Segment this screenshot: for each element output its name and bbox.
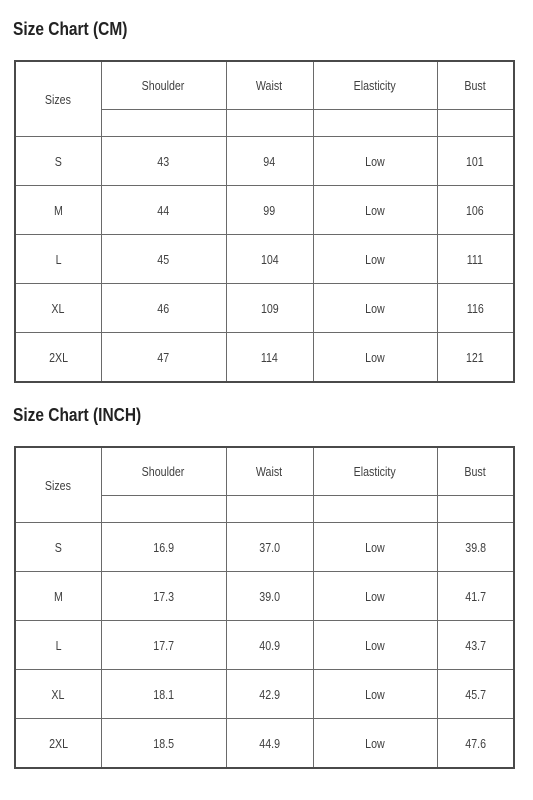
shoulder-cell: 44 (101, 186, 226, 235)
elasticity-cell: Low (313, 186, 437, 235)
elasticity-cell: Low (313, 284, 437, 333)
shoulder-header: Shoulder (101, 61, 226, 110)
shoulder-cell: 46 (101, 284, 226, 333)
bust-cell: 106 (437, 186, 514, 235)
waist-cell: 40.9 (226, 621, 313, 670)
size-cell: M (15, 186, 101, 235)
shoulder-subheader (101, 110, 226, 137)
waist-subheader (226, 496, 313, 523)
shoulder-subheader (101, 496, 226, 523)
shoulder-cell: 18.1 (101, 670, 226, 719)
bust-cell: 47.6 (437, 719, 514, 769)
elasticity-header: Elasticity (313, 61, 437, 110)
waist-cell: 42.9 (226, 670, 313, 719)
table-row (15, 572, 514, 621)
elasticity-cell: Low (313, 333, 437, 383)
size-cell: S (15, 137, 101, 186)
table-row (15, 621, 514, 670)
waist-cell: 37.0 (226, 523, 313, 572)
bust-cell: 121 (437, 333, 514, 383)
shoulder-cell: 45 (101, 235, 226, 284)
waist-subheader (226, 110, 313, 137)
elasticity-cell: Low (313, 235, 437, 284)
waist-cell: 44.9 (226, 719, 313, 769)
shoulder-cell: 47 (101, 333, 226, 383)
size-cell: L (15, 235, 101, 284)
table-row (15, 333, 514, 383)
size-cell: XL (15, 670, 101, 719)
table-header-row (15, 447, 514, 496)
waist-header: Waist (226, 61, 313, 110)
waist-cell: 109 (226, 284, 313, 333)
bust-subheader (437, 496, 514, 523)
waist-cell: 39.0 (226, 572, 313, 621)
size-cell: M (15, 572, 101, 621)
shoulder-cell: 17.7 (101, 621, 226, 670)
table-row (15, 284, 514, 333)
bust-cell: 41.7 (437, 572, 514, 621)
size-chart-inch-title: Size Chart (INCH) (13, 405, 142, 425)
elasticity-subheader (313, 496, 437, 523)
elasticity-cell: Low (313, 719, 437, 769)
elasticity-subheader (313, 110, 437, 137)
elasticity-header: Elasticity (313, 447, 437, 496)
shoulder-cell: 43 (101, 137, 226, 186)
shoulder-header: Shoulder (101, 447, 226, 496)
bust-cell: 101 (437, 137, 514, 186)
waist-header: Waist (226, 447, 313, 496)
bust-cell: 111 (437, 235, 514, 284)
sizes-header: Sizes (15, 447, 101, 523)
size-cell: 2XL (15, 719, 101, 769)
elasticity-cell: Low (313, 621, 437, 670)
table-row (15, 137, 514, 186)
waist-cell: 99 (226, 186, 313, 235)
shoulder-cell: 16.9 (101, 523, 226, 572)
elasticity-cell: Low (313, 670, 437, 719)
waist-cell: 104 (226, 235, 313, 284)
size-chart-inch-table (14, 446, 515, 769)
bust-header: Bust (437, 447, 514, 496)
size-chart-cm-table (14, 60, 515, 383)
waist-cell: 94 (226, 137, 313, 186)
bust-cell: 116 (437, 284, 514, 333)
table-row (15, 186, 514, 235)
table-row (15, 523, 514, 572)
elasticity-cell: Low (313, 523, 437, 572)
bust-cell: 39.8 (437, 523, 514, 572)
size-cell: XL (15, 284, 101, 333)
bust-subheader (437, 110, 514, 137)
size-cell: 2XL (15, 333, 101, 383)
table-row (15, 235, 514, 284)
shoulder-cell: 17.3 (101, 572, 226, 621)
sizes-header: Sizes (15, 61, 101, 137)
elasticity-cell: Low (313, 137, 437, 186)
waist-cell: 114 (226, 333, 313, 383)
table-header-row (15, 61, 514, 110)
table-row (15, 719, 514, 769)
elasticity-cell: Low (313, 572, 437, 621)
size-cell: L (15, 621, 101, 670)
size-chart-cm-title: Size Chart (CM) (13, 19, 128, 39)
size-cell: S (15, 523, 101, 572)
table-row (15, 670, 514, 719)
bust-cell: 43.7 (437, 621, 514, 670)
bust-cell: 45.7 (437, 670, 514, 719)
shoulder-cell: 18.5 (101, 719, 226, 769)
bust-header: Bust (437, 61, 514, 110)
